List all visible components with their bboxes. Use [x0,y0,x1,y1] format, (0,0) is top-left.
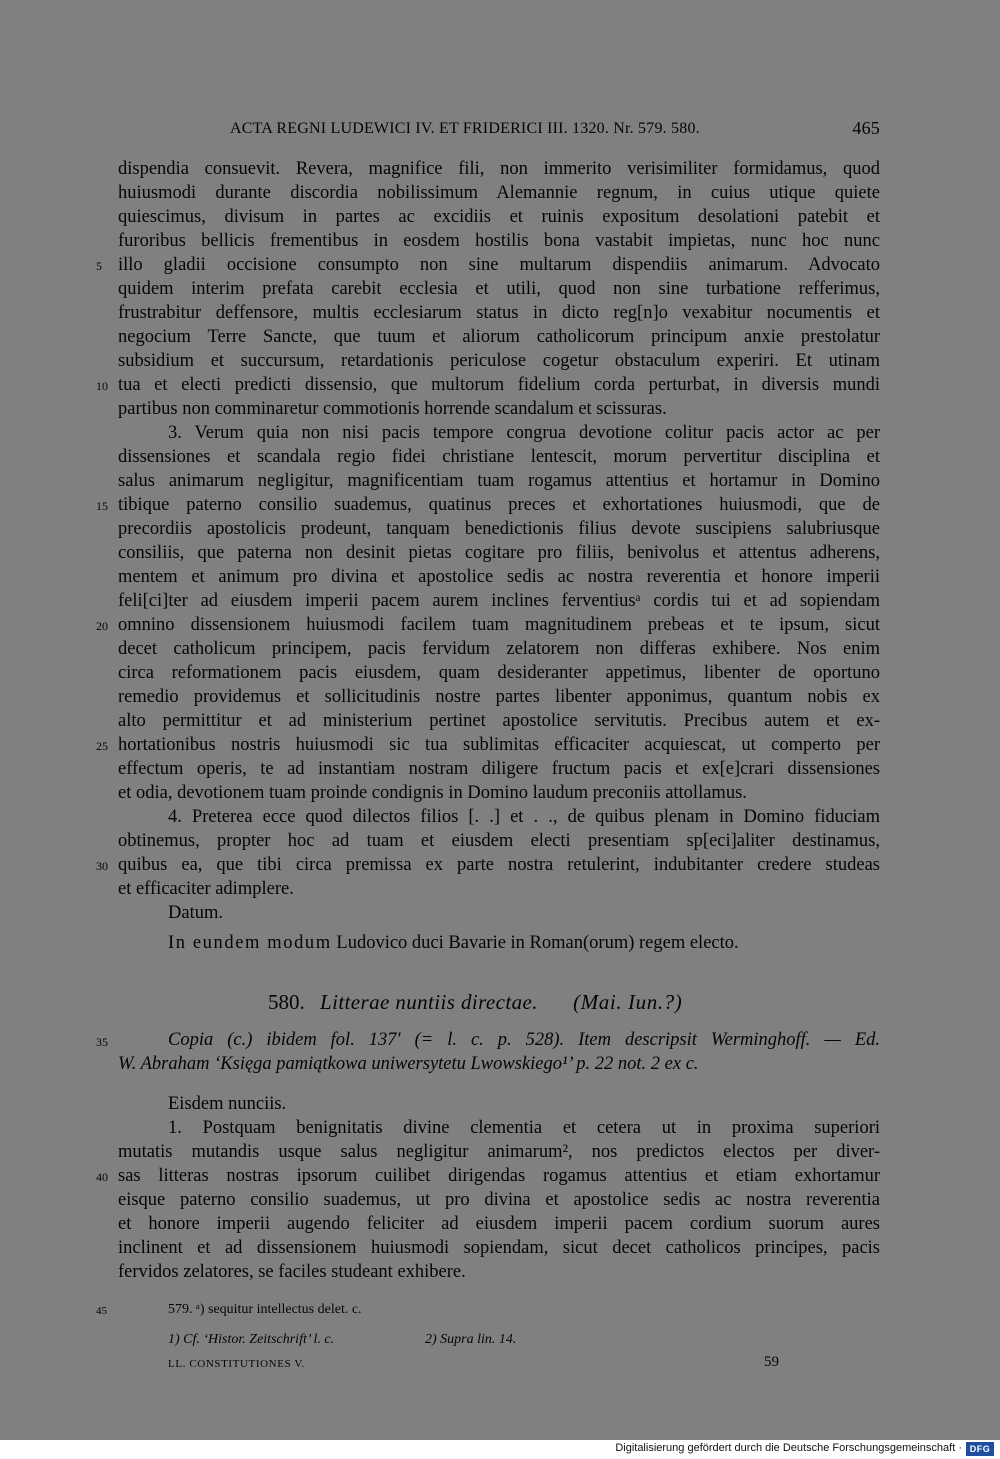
page-number: 465 [852,118,880,138]
text-line: dissensiones et scandala regio fidei christiane lentescit, morum pervertitur disciplina et [118,447,880,467]
text-line: omnino dissensionem huiusmodi facilem tuam magnitudinem prebeas et te ipsum, sicut [118,615,880,635]
text-line: tua et electi predicti dissensio, que multorum fidelium corda perturbat, in diversis mundi [118,375,880,395]
paragraph-start-line: 4. Preterea ecce quod dilectos filios [. .] et . ., de quibus plenam in Domino fiduciam [168,807,880,827]
text-line: mentem et animum pro divina et apostolice sedis ac nostra reverentia et honore imperii [118,567,880,587]
in-eundem-modum-spaced: In eundem modum [168,933,332,953]
text-line: negocium Terre Sancte, que tuum et aliorum catholicorum principum anxie prestolatur [118,327,880,347]
line-number: 45 [96,1305,107,1317]
line-number: 25 [96,739,108,753]
text-line: hortationibus nostris huiusmodi sic tua sublimitas efficaciter acquiescat, ut comperto per [118,735,880,755]
text-line: partibus non comminaretur commotionis horrende scandalum et scissuras. [118,399,667,419]
document-heading-580 [268,990,788,1016]
line-number: 5 [96,259,102,273]
text-line: obtinemus, propter hoc ad tuam et eiusdem electi presentiam sp[eci]aliter destinamus, [118,831,880,851]
datum-line: Datum. [168,903,223,923]
text-line: et efficaciter adimplere. [118,879,294,899]
footer-signature: 59 [764,1354,779,1370]
text-line: dispendia consuevit. Revera, magnifice fili, non immerito verisimiliter formidamus, quod [118,159,880,179]
line-number: 35 [96,1035,108,1049]
text-line: quibus ea, que tibi circa premissa ex parte nostra retulerint, indubitanter credere studeas [118,855,880,875]
text-line: salus animarum negligitur, magnificentiam tuam rogamus attentius et hortamur in Domino [118,471,880,491]
line-number: 20 [96,619,108,633]
text-line: consiliis, que paterna non desinit pietas cogitare pro filiis, benivolus et attentus adherens, [118,543,880,563]
text-line: quidem interim prefata carebit ecclesia et utili, quod non sine turbatione refferimus, [118,279,880,299]
text-line: remedio providemus et sollicitudinis nostre partes libenter apponimus, quantum nobis ex [118,687,880,707]
source-line: W. Abraham ‘Księga pamiątkowa uniwersytetu Lwowskiego¹’ p. 22 not. 2 ex c. [118,1054,699,1074]
text-line: circa reformationem pacis eiusdem, quam desideranter appetimus, libenter de oportuno [118,663,880,683]
text-line: feli[ci]ter ad eiusdem imperii pacem aurem inclines ferventiusᵃ cordis tui et ad sopiendam [118,591,880,611]
text-line: huiusmodi durante discordia nobilissimum Alemannie regnum, in cuius utique quiete [118,183,880,203]
text-line: frustrabitur deffensore, multis ecclesiarum status in dicto reg[n]o vexabitur nocumentis et [118,303,880,323]
running-head [230,118,880,140]
in-eundem-modum-rest: Ludovico duci Bavarie in Roman(orum) regem electo. [336,933,739,953]
line-number: 15 [96,499,108,513]
text-line: mutatis mutandis usque salus negligitur animarum², nos predictos electos per diver- [118,1142,880,1162]
text-line: inclinent et ad dissensionem huiusmodi sopiendam, sicut decet catholicos principes, pacis [118,1238,880,1258]
line-number: 30 [96,859,108,873]
dfg-banner [0,1440,1000,1459]
text-line: precordiis apostolicis prodeunt, tanquam benedictionis filius devote suscipiens salubriusque [118,519,880,539]
address-line: Eisdem nunciis. [168,1094,287,1114]
footnote-2: 2) Supra lin. 14. [425,1332,517,1347]
line-number: 10 [96,379,108,393]
text-line: fervidos zelatores, se faciles studeant exhibere. [118,1262,466,1282]
running-head-title: ACTA REGNI LUDEWICI IV. ET FRIDERICI III. 1320. Nr. 579. 580. [230,120,700,137]
footer-series: LL. CONSTITUTIONES V. [168,1358,305,1370]
text-line: furoribus bellicis frementibus in eosdem hostilis bona vastabit impietas, nunc hoc nunc [118,231,880,251]
footnote-579a: 579. ᵃ) sequitur intellectus delet. c. [168,1302,362,1317]
banner-text: Digitalisierung gefördert durch die Deutsche Forschungsgemeinschaft · [615,1442,962,1454]
text-line: et honore imperii augendo feliciter ad eiusdem imperii pacem cordium suorum aures [118,1214,880,1234]
text-line: illo gladii occisione consumpto non sine multarum dispendiis animarum. Advocato [118,255,880,275]
paragraph-start-line: 1. Postquam benignitatis divine clementia et cetera ut in proxima superiori [168,1118,880,1138]
line-number: 40 [96,1170,108,1184]
in-eundem-modum-line [168,931,880,955]
document-date: (Mai. Iun.?) [573,990,683,1014]
text-line: tibique paterno consilio suademus, quatinus preces et exhortationes huiusmodi, que de [118,495,880,515]
footnote-1: 1) Cf. ‘Histor. Zeitschrift’ l. c. [168,1332,335,1347]
text-line: sas litteras nostras ipsorum cuilibet dirigendas rogamus attentius et etiam exhortamur [118,1166,880,1186]
text-line: subsidium et succursum, retardationis periculose cogetur obstaculum experiri. Et utinam [118,351,880,371]
document-number: 580. [268,990,305,1014]
dfg-logo: DFG [966,1442,994,1456]
text-line: quiescimus, divisum in partes ac excidiis et ruinis expositum desolationi patebit et [118,207,880,227]
text-line: et odia, devotionem tuam proinde condignis in Domino laudum preconiis attollamus. [118,783,747,803]
text-line: alto permittitur et ad ministerium pertinet apostolice servitutis. Precibus autem et ex- [118,711,880,731]
paragraph-start-line: 3. Verum quia non nisi pacis tempore congrua devotione colitur pacis actor ac per [168,423,880,443]
text-line: effectum operis, te ad instantiam nostram diligere fructum pacis et ex[e]crari dissensiones [118,759,880,779]
text-line: eisque paterno consilio suademus, ut pro divina et apostolice sedis ac nostra reverentia [118,1190,880,1210]
text-line: decet catholicum principem, pacis fervidum zelatorem non differas exhibere. Nos enim [118,639,880,659]
source-line: Copia (c.) ibidem fol. 137′ (= l. c. p. 528). Item descripsit Werminghoff. — Ed. [168,1030,880,1050]
document-title: Litterae nuntiis directae. [320,990,538,1014]
